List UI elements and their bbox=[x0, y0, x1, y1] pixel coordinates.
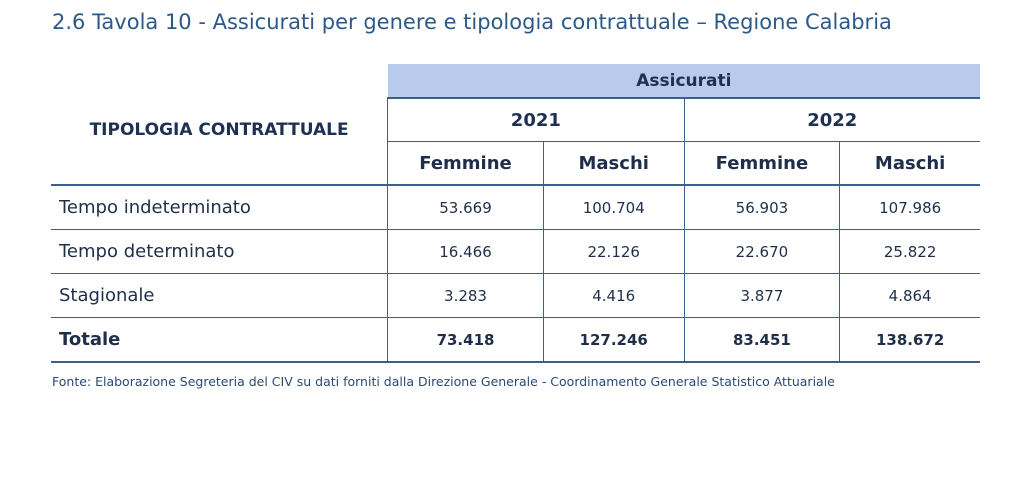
cell: 56.903 bbox=[684, 185, 840, 230]
cell: 4.416 bbox=[543, 274, 684, 318]
cell: 25.822 bbox=[840, 230, 980, 274]
source-note: Fonte: Elaborazione Segreteria del CIV su dati forniti dalla Direzione Generale - Coordinamento Generale Statistico Attuariale bbox=[52, 374, 835, 389]
subheader-femmine-2022: Femmine bbox=[684, 142, 840, 186]
cell: 22.670 bbox=[684, 230, 840, 274]
cell: 22.126 bbox=[543, 230, 684, 274]
row-label: Stagionale bbox=[51, 274, 388, 318]
total-row bbox=[51, 318, 980, 363]
year-2021: 2021 bbox=[388, 98, 684, 142]
cell: 3.283 bbox=[388, 274, 544, 318]
subheader-maschi-2022: Maschi bbox=[840, 142, 980, 186]
table-row bbox=[51, 185, 980, 230]
subheader-femmine-2021: Femmine bbox=[388, 142, 544, 186]
table-row bbox=[51, 274, 980, 318]
year-row bbox=[51, 98, 980, 142]
cell: 100.704 bbox=[543, 185, 684, 230]
row-label: Tempo indeterminato bbox=[51, 185, 388, 230]
cell: 4.864 bbox=[840, 274, 980, 318]
total-label: Totale bbox=[51, 318, 388, 363]
total-cell: 127.246 bbox=[543, 318, 684, 363]
total-cell: 138.672 bbox=[840, 318, 980, 363]
table-row bbox=[51, 230, 980, 274]
subheader-maschi-2021: Maschi bbox=[543, 142, 684, 186]
cell: 3.877 bbox=[684, 274, 840, 318]
header-band: Assicurati bbox=[388, 64, 980, 98]
cell: 107.986 bbox=[840, 185, 980, 230]
row-label-header: TIPOLOGIA CONTRATTUALE bbox=[51, 98, 388, 185]
cell: 53.669 bbox=[388, 185, 544, 230]
total-cell: 83.451 bbox=[684, 318, 840, 363]
row-label: Tempo determinato bbox=[51, 230, 388, 274]
header-band-row bbox=[51, 64, 980, 98]
cell: 16.466 bbox=[388, 230, 544, 274]
data-table bbox=[51, 64, 980, 363]
year-2022: 2022 bbox=[684, 98, 980, 142]
total-cell: 73.418 bbox=[388, 318, 544, 363]
page-title: 2.6 Tavola 10 - Assicurati per genere e tipologia contrattuale – Regione Calabria bbox=[52, 10, 892, 34]
